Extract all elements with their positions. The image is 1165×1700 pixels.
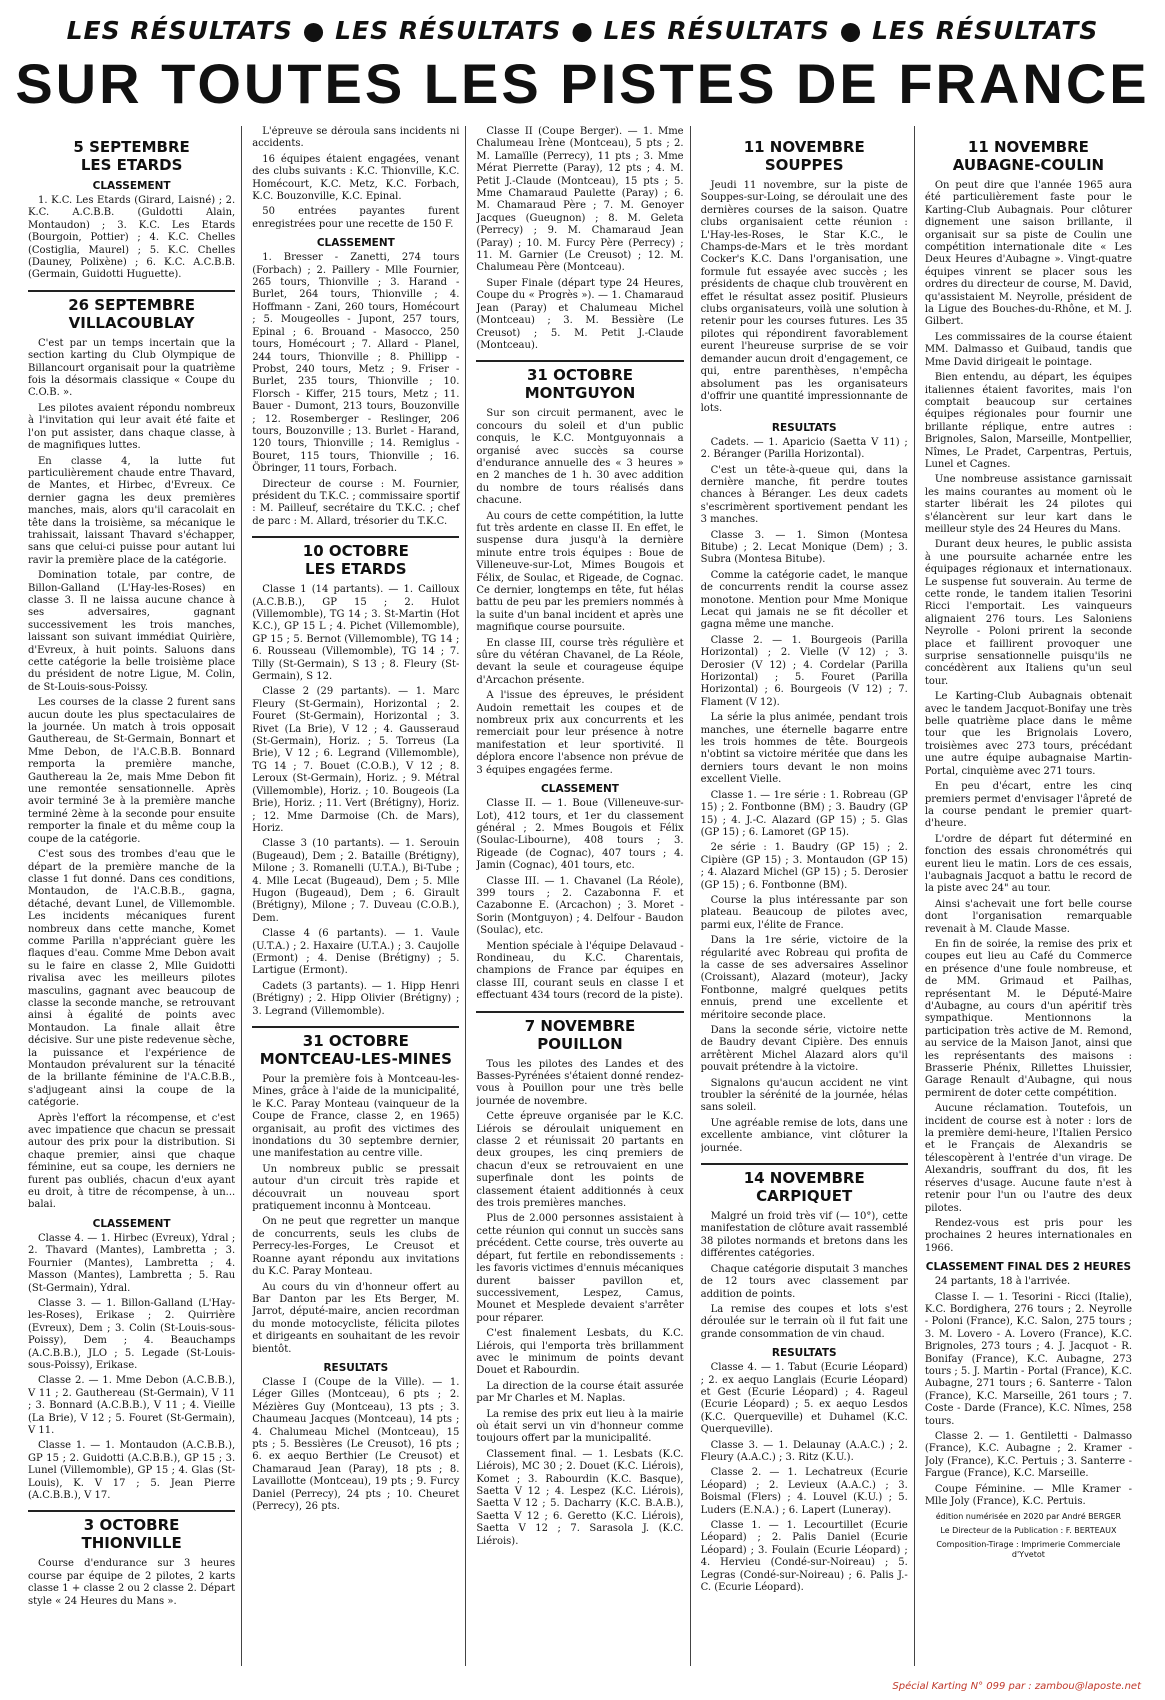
section-date: 26 SEPTEMBRE [68,295,195,314]
body-paragraph: Jeudi 11 novembre, sur la piste de Souppes-sur-Loing, se déroulait une des dernières courses de la saison. Quatre clubs organisaient cette réunion : L'Hay-les-Roses, le Star K.C., le Champs-de-Mars et le très mordant Cocker's K.C. Dans l'organisation, une formule fut essayée avec succès ; les présidents de chaque club trouvèrent en effet le résultat assez positif. Plusieurs clubs organisateurs, voilà une solution à retenir pour les courses futures. Les 35 pilotes qui répondirent favorablement eurent l'heureuse surprise de se voir demander aucun droit d'engagement, ce qui, entre parenthèses, n'empêcha absolument pas les organisateurs d'offrir une quantité impressionnante de lots. [700,180,908,415]
result-paragraph: Cadets (3 partants). — 1. Hipp Henri (Brétigny) ; 2. Hipp Olivier (Brétigny) ; 3. Legrand (Villemomble). [252,980,460,1017]
body-paragraph: On peut dire que l'année 1965 aura été particulièrement faste pour le Karting-Club Aubagnais. Pour clôturer dignement une saison brillante, il organisait sur sa piste de Coulin une compétition internationale dite « Les Deux Heures d'Aubagne ». Vingt-quatre équipes vinrent se placer sous les ordres du directeur de course, M. David, qu'assistaient M. Neyrolle, président de la Ligue des Bouches-du-Rhône, et M. J. Gilbert. [924,180,1133,328]
body-paragraph: 50 entrées payantes furent enregistrées pour une recette de 150 F. [252,206,460,230]
result-paragraph: 2e série : 1. Baudry (GP 15) ; 2. Cipière (GP 15) ; 3. Montaudon (GP 15) ; 4. Alazard Michel (GP 15) ; 5. Derosier (GP 15) ; 6. Fontbonne (BM). [700,842,908,891]
body-paragraph: Course d'endurance sur 3 heures course par équipe de 2 pilotes, 2 karts classe 1 + classe 2 ou 2 classe 2. Départ style « 24 Heures du Mans ». [28,1558,236,1607]
body-paragraph: Domination totale, par contre, de Billon-Galland (L'Hay-les-Roses) en classe 3. Il ne laissa aucune chance à ses adversaires, gagnant successivement les trois manches, laissant son suivant immédiat Quirière, d'Evreux, à huit points. Saluons dans cette catégorie la belle troisième place du président de notre Ligue, M. Colin, de St-Louis-sous-Poissy. [28,570,236,693]
body-paragraph: Le Karting-Club Aubagnais obtenait avec le tandem Jacquot-Bonifay une très belle quatrième place dans le même tour que les Brignolais Lovero, troisièmes avec 273 tours, précédant une autre équipe aubagnaise Martin-Portal, cinquième avec 271 tours. [924,691,1133,777]
body-paragraph: Tous les pilotes des Landes et des Basses-Pyrénées s'étaient donné rendez-vous à Pouillon pour une très belle journée de novembre. [476,1058,684,1107]
subheading: CLASSEMENT [92,1217,171,1230]
column-2 [252,126,466,1666]
body-paragraph: La remise des coupes et lots s'est déroulée sur le terrain où il fut fait une grande consommation de vin chaud. [700,1303,908,1340]
body-paragraph: Au cours du vin d'honneur offert au Bar Danton par les Ets Berger, M. Jarrot, député-maire, ancien recordman du monde motocycliste, félicita pilotes et dirigeants en souhaitant de les revoir bientôt. [252,1281,460,1355]
body-paragraph: L'ordre de départ fut déterminé en fonction des essais chronométrés qui eurent lieu le matin. Lors de ces essais, l'aubagnais Jacquot a battu le record de la piste avec 24" au tour. [924,833,1133,895]
section-date: 14 NOVEMBRE [743,1169,865,1188]
result-paragraph: Classe 1 (14 partants). — 1. Cailloux (A.C.B.B.), GP 15 ; 2. Hulot (Villemomble), TG 14 ; 3. St-Martin (Hot K.C.), GP 15 L ; 4. Pichet (Villemomble), GP 15 ; 5. Bernot (Villemomble), TG 14 ; 6. Rousseau (Villemomble), TG 14 ; 7. Tilly (St-Germain), S 13 ; 8. Fleury (St-Germain), S 12. [252,584,460,683]
section-heading [252,536,459,578]
section-heading [701,134,908,174]
result-paragraph: Classe 2 (29 partants). — 1. Marc Fleury (St-Germain), Horizontal ; 2. Fouret (St-Germain), Horizontal ; 3. Rivet (La Brie), V 12 ; 4. Gausseraud (St-Germain), Horiz. ; 5. Torreus (La Brie), V 12 ; 6. Legrand (Villemomble), TG 14 ; 7. Bouet (C.O.B.), V 12 ; 8. Leroux (St-Germain), Horiz. ; 9. Métral (Villemomble), Horiz. ; 10. Bougeois (La Brie), Horiz. ; 11. Vert (Brétigny), Horiz. ; 12. Mme Darmoise (Ch. de Mars), Horiz. [252,686,460,834]
result-paragraph: Classe 4. — 1. Tabut (Ecurie Léopard) ; 2. ex aequo Langlais (Ecurie Léopard) et Gest (Ecurie Léopard) ; 4. Rageul (Ecurie Léopard) ; 5. ex aequo Lesdos (K.C. Querqueville) et Duhamel (K.C. Querqueville). [700,1362,908,1436]
body-paragraph: La série la plus animée, pendant trois manches, une éternelle bagarre entre les trois hommes de tête. Bourgeois n'obtint sa victoire méritée que dans les derniers tours devant le non moins excellent Vielle. [700,712,908,786]
body-paragraph: En fin de soirée, la remise des prix et coupes eut lieu au Café du Commerce en présence d'une foule nombreuse, et de MM. Grimaud et Pailhas, représentant M. le Député-Maire d'Aubagne, au cours d'un apéritif très sympathique. Mentionnons la participation très active de M. Remond, au service de la Maison Janot, ainsi que les représentants des maisons : Brasserie Phénix, Rillettes Lhuissier, Garage Renault d'Aubagne, qui nous permirent de doter cette compétition. [924,938,1133,1099]
subheading: RESULTATS [323,1361,389,1374]
article-columns [28,126,1138,1666]
body-paragraph: 16 équipes étaient engagées, venant des clubs suivants : K.C. Thionville, K.C. Homécourt, K.C. Metz, K.C. Forbach, K.C. Bouzonville, K.C. Epinal. [252,153,460,203]
section-place: CARPIQUET [756,1187,853,1206]
body-paragraph: A l'issue des épreuves, le président Audoin remettait les coupes et de nombreux prix aux concurrents et les remerciait pour leur présence à notre manifestation et leur sportivité. Il déplora encore l'absence non prévue de 3 équipes engagées ferme. [476,690,684,776]
credit-line: Spécial Karting N° 099 par : zambou@laposte.net [892,1681,1141,1692]
section-place: MONTCEAU-LES-MINES [259,1050,452,1068]
body-paragraph: Mention spéciale à l'équipe Delavaud - Rondineau, du K.C. Charentais, champions de France par équipes en classe III, courant seuls en classe I et effectuant 434 tours (record de la piste). [476,940,684,1002]
result-paragraph: Classe 3. — 1. Delaunay (A.A.C.) ; 2. Fleury (A.A.C.) ; 3. Ritz (K.U.). [700,1439,908,1463]
section-place: LES ETARDS [305,560,407,579]
section-date: 10 OCTOBRE [302,542,409,561]
result-paragraph: 24 partants, 18 à l'arrivée. [934,1276,1071,1288]
result-paragraph: Classe 1. — 1. Montaudon (A.C.B.B.), GP 15 ; 2. Guidotti (A.C.B.B.), GP 15 ; 3. Lunel (Villemomble), GP 15 ; 4. Glas (St-Louis), K. V 17 ; 5. Jean Pierre (A.C.B.B.), V 17. [28,1440,236,1501]
section-date: 11 NOVEMBRE [743,138,865,156]
section-date: 31 OCTOBRE [302,1032,409,1050]
subheading: CLASSEMENT [316,237,395,250]
body-paragraph: Rendez-vous est pris pour les prochaines 2 heures internationales en 1966. [924,1217,1133,1254]
body-paragraph: En classe III, course très régulière et sûre du vétéran Chavanel, de La Réole, devant la seule et courageuse équipe d'Arcachon présente. [476,637,684,686]
body-paragraph: Comme la catégorie cadet, le manque de concurrents rendit la course assez monotone. Mention pour Mme Monique Lecat qui jamais ne se fit décoller et gagna même une manche. [700,569,908,631]
subheading: CLASSEMENT FINAL DES 2 HEURES [925,1261,1132,1274]
body-paragraph: C'est un tête-à-queue qui, dans la dernière manche, fit perdre toutes chances à Béranger. Les deux cadets s'escrimèrent sportivement pendant les 3 manches. [700,464,908,526]
result-paragraph: Classe 2. — 1. Lechatreux (Ecurie Léopard) ; 2. Levieux (A.A.C.) ; 3. Boismal (Flers) ; 4. Louvel (K.U.) ; 5. Luders (E.N.A.) ; 6. Lapert (Luneray). [700,1467,908,1516]
section-heading [28,134,235,174]
result-paragraph: Cadets. — 1. Aparicio (Saetta V 11) ; 2. Béranger (Parilla Horizontal). [700,436,908,461]
section-place: AUBAGNE-COULIN [952,156,1105,174]
section-place: THIONVILLE [81,1534,182,1553]
result-paragraph: Classe I (Coupe de la Ville). — 1. Léger Gilles (Montceau), 6 pts ; 2. Mézières Guy (Montceau), 13 pts ; 3. Chaumeau Jacques (Montceau), 14 pts ; 4. Chalumeau Michel (Montceau), 15 pts ; 5. Bessières (Le Creusot), 16 pts ; 6. ex aequo Berthier (Le Creusot) et Chamaraud Jean (Paray), 18 pts ; 8. Lavaillotte (Montceau), 19 pts ; 9. Furcy Daniel (Perrecy), 24 pts ; 10. Cheuret (Perrecy), 26 pts. [252,1376,460,1512]
body-paragraph: Malgré un froid très vif (— 10°), cette manifestation de clôture avait rassemblé 38 pilotes normands et bretons dans les différentes catégories. [700,1211,908,1260]
section-heading [701,1163,908,1205]
body-paragraph: Course la plus intéressante par son plateau. Beaucoup de pilotes avec, parmi eux, l'élite de France. [700,894,908,931]
body-paragraph: Plus de 2.000 personnes assistaient à cette réunion qui connut un succès sans précédent. Cette course, très ouverte au départ, fut fertile en rebondissements : les favoris victimes d'ennuis mécaniques durent baisser pavillon et, successivement, Lespez, Camus, Mounet et Mesplede devaient s'arrêter pour réparer. [476,1213,684,1324]
body-paragraph: La direction de la course était assurée par Mr Charles et M. Naplas. [476,1380,684,1405]
result-paragraph: Classe 1. — 1re série : 1. Robreau (GP 15) ; 2. Fontbonne (BM) ; 3. Baudry (GP 15) ; 4. J.-C. Alazard (GP 15) ; 5. Glas (GP 15) ; 6. Lamoret (GP 15). [700,789,908,838]
section-heading [28,1510,235,1552]
body-paragraph: Un nombreux public se pressait autour d'un circuit très rapide et découvrait un nouveau sport pratiquement inconnu à Montceau. [252,1163,460,1213]
body-paragraph: Signalons qu'aucun accident ne vint troubler la sérénité de la journée, hélas sans soleil. [700,1077,908,1114]
section-date: 3 OCTOBRE [83,1516,180,1535]
section-place: POUILLON [537,1034,623,1053]
section-heading [476,1011,683,1053]
body-paragraph: Pour la première fois à Montceau-les-Mines, grâce à l'aide de la municipalité, le K.C. Paray Monteau (vainqueur de la Coupe de France, classe 2, en 1965) organisait, au profit des victimes des inondations du 30 septembre dernier, une manifestation au centre ville. [252,1074,460,1160]
result-paragraph: Classe 3 (10 partants). — 1. Serouin (Bugeaud), Dem ; 2. Bataille (Brétigny), Milone ; 3. Romanelli (U.T.A.), Bi-Tube ; 4. Mlle Lecat (Bugeaud), Dem ; 5. Mlle Hugon (Bugeaud), Dem ; 6. Girault (Brétigny), Milone ; 7. Duveau (C.O.B.), Dem. [252,838,460,924]
section-heading [252,1026,459,1068]
result-paragraph: Classe 4 (6 partants). — 1. Vaule (U.T.A.) ; 2. Haxaire (U.T.A.) ; 3. Caujolle (Ermont) ; 4. Denise (Brétigny) ; 5. Lartigue (Ermont). [252,928,460,977]
body-paragraph: La remise des prix eut lieu à la mairie où était servi un vin d'honneur comme toujours offert par la municipalité. [476,1408,684,1445]
subheading: CLASSEMENT [541,783,619,796]
body-paragraph: Une agréable remise de lots, dans une excellente ambiance, vint clôturer la journée. [700,1117,908,1154]
result-paragraph: Coupe Féminine. — Mlle Kramer - Mlle Joly (France), K.C. Pertuis. [924,1483,1133,1508]
body-paragraph: Au cours de cette compétition, la lutte fut très ardente en classe II. En effet, le suspense dura jusqu'à la dernière minute entre trois équipes : Boue de Villeneuve-sur-Lot, Mimes Bougois et Félix, de Soulac, et Rigeade, de Cognac. Ce dernier, longtemps en tête, fut hélas battu de peu par les premiers nommés à la suite d'un banal incident et après une magnifique course poursuite. [476,510,684,634]
publication-director: Le Directeur de la Publication : F. BERTEAUX [940,1526,1117,1536]
subheading: RESULTATS [771,1347,837,1360]
result-paragraph: 1. Bresser - Zanetti, 274 tours (Forbach) ; 2. Paillery - Mlle Fournier, 265 tours, Thionville ; 3. Harand - Burlet, 264 tours, Thionville ; 4. Hoffmann - Zani, 260 tours, Homécourt ; 5. Mougeolles - Jupont, 257 tours, Epinal ; 6. Brouand - Masocco, 250 tours, Homécourt ; 7. Allard - Planel, 244 tours, Thionville ; 8. Phillipp - Probst, 240 tours, Metz ; 9. Friser - Burlet, 235 tours, Thionville ; 10. Florsch - Kiffer, 215 tours, Metz ; 11. Bauer - Dumont, 213 tours, Bouzonville ; 12. Rosemberger - Reslinger, 206 tours, Bouzonville ; 13. Burlet - Harand, 120 tours, Thionville ; 14. Remiglus - Bouret, 115 tours, Thionville ; 16. Öbringer, 11 tours, Forbach. [252,252,460,475]
column-1 [28,126,242,1666]
body-paragraph: C'est sous des trombes d'eau que le départ de la première manche de la classe 1 fut donné. Dans ces conditions, Montaudon, de l'A.C.B.B., gagna, détaché, devant Lunel, de Villemomble. Les incidents mécaniques furent nombreux dans cette manche, Komet comme Parilla n'appréciant guère les flaques d'eau. Comme Mme Debon avait su le faire en classe 2, Mlle Guidotti rivalisa avec les meilleurs pilotes masculins, gagnant avec beaucoup de classe la seconde manche, se retrouvant ainsi à égalité de points avec Montaudon. La finale allait être décisive. Sur une piste redevenue sèche, la puissance et l'expérience de Montaudon prévalurent sur la ténacité de la brillante féminine de l'A.C.B.B., s'adjugeant ainsi la coupe de la catégorie. [28,849,236,1109]
section-date: 11 NOVEMBRE [967,138,1089,156]
result-paragraph: Classe 3. — 1. Simon (Montesa Bitube) ; 2. Lecat Monique (Dem) ; 3. Subra (Montesa Bitube). [700,529,908,566]
body-paragraph: Une nombreuse assistance garnissait les mains courantes au moment où le starter libérait les 24 pilotes qui s'élancèrent sur leur kart dans le meilleur style des 24 Heures du Mans. [924,474,1133,535]
subheading: RESULTATS [771,421,837,434]
section-heading [28,290,235,332]
body-paragraph: Aucune réclamation. Toutefois, un incident de course est à noter : lors de la première demi-heure, l'Italien Persico et le Français de Alexandris se télescopèrent à l'entrée d'un virage. De Alexandris, souffrant du dos, fit les réserves d'usage. Aucune faute n'est à retenir pour l'un ou l'autre des deux pilotes. [924,1103,1133,1214]
section-date: 5 SEPTEMBRE [73,138,190,156]
section-place: VILLACOUBLAY [68,313,195,332]
body-paragraph: Les commissaires de la course étaient MM. Dalmasso et Guibaud, tandis que Mme David dirigeait le pointage. [924,331,1133,368]
result-paragraph: Super Finale (départ type 24 Heures, Coupe du « Progrès »). — 1. Chamaraud Jean (Paray) et Chalumeau Michel (Montceau) ; 3. M. Bessière (Le Creusot) ; 5. M. Petit J.-Claude (Montceau). [476,277,684,351]
subheading: CLASSEMENT [92,180,171,192]
body-paragraph: Ainsi s'achevait une fort belle course dont l'organisation remarquable revenait à M. Claude Masse. [924,898,1133,935]
body-paragraph: C'est finalement Lesbats, du K.C. Liérois, qui l'emporta très brillamment avec le minimum de points devant Douet et Rabourdin. [476,1328,684,1377]
section-date: 31 OCTOBRE [526,366,634,385]
section-date: 7 NOVEMBRE [524,1016,636,1035]
result-paragraph: Classe I. — 1. Tesorini - Ricci (Italie), K.C. Bordighera, 276 tours ; 2. Neyrolle - Poloni (France), K.C. Salon, 275 tours ; 3. M. Lovero - A. Lovero (France), K.C. Brignoles, 273 tours ; 4. J. Jacquot - R. Bonifay (France), K.C. Aubagne, 273 tours ; 5. J. Martin - Portal (France), K.C. Aubagne, 271 tours ; 6. Santerre - Talon (France), K.C. Marseille, 261 tours ; 7. Coste - Darde (France), K.C. Nîmes, 258 tours. [924,1291,1133,1427]
body-paragraph: Les pilotes avaient répondu nombreux à l'invitation qui leur avait été faite et l'on put assister, dans chaque classe, à de magnifiques luttes. [28,402,236,452]
kicker-banner: LES RÉSULTATS ● LES RÉSULTATS ● LES RÉSULTATS ● LES RÉSULTATS [66,16,1099,45]
result-paragraph: Classe 2. — 1. Bourgeois (Parilla Horizontal) ; 2. Vielle (V 12) ; 3. Derosier (V 12) ; 4. Cordelar (Parilla Horizontal) ; 5. Fouret (Parilla Horizontal) ; 6. Bourgeois (V 12) ; 7. Flament (V 12). [700,634,908,708]
body-paragraph: Dans la seconde série, victoire nette de Baudry devant Cipière. Des ennuis arrêtèrent Michel Alazard alors qu'il pouvait prétendre à la victoire. [700,1025,908,1074]
body-paragraph: Après l'effort la récompense, et c'est avec impatience que chacun se pressait autour des prix pour la distribution. Si chaque premier, ainsi que chaque féminine, eut sa coupe, les derniers ne furent pas oubliés, chacun d'eux ayant eu droit, à titre de récompense, à un... balai. [28,1112,236,1211]
result-paragraph: Classe 3. — 1. Billon-Galland (L'Hay-les-Roses), Erikase ; 2. Quirrière (Evreux), Dem ; 3. Colin (St-Louis-sous-Poissy), Dem ; 4. Beauchamps (A.C.B.B.), JLO ; 5. Legade (St-Louis-sous-Poissy), Erikase. [28,1297,236,1371]
body-paragraph: Durant deux heures, le public assista à une poursuite acharnée entre les équipages régionaux et internationaux. Le suspense fut souverain. Au terme de cette ronde, le tandem italien Tesorini Ricci l'emportait. Les vainqueurs alignaient 276 tours. Les Saloniens Neyrolle - Poloni prirent la seconde place et faillirent provoquer une surprise sensationnelle puisqu'ils ne concédèrent aux Italiens qu'un seul tour. [924,539,1133,687]
result-paragraph: Classe II. — 1. Boue (Villeneuve-sur-Lot), 412 tours, et 1er du classement général ; 2. Mmes Bougois et Félix (Soulac-Libourne), 408 tours ; 3. Rigeade (de Cognac), 407 tours ; 4. Jamin (Cognac), 401 tours, etc. [476,798,684,872]
result-paragraph: Classe 2. — 1. Mme Debon (A.C.B.B.), V 11 ; 2. Gauthereau (St-Germain), V 11 ; 3. Bonnard (A.C.B.B.), V 11 ; 4. Vieille (La Brie), V 12 ; 5. Fouret (St-Germain), V 11. [28,1375,236,1436]
body-paragraph: Bien entendu, au départ, les équipes italiennes étaient favorites, mais l'on comptait beaucoup sur certaines équipes régionales pour fournir une brillante réplique, entre autres : Brignoles, Salon, Marseille, Montpellier, Nîmes, Le Pradet, Carpentras, Pertuis, Lunel et Cagnes. [924,372,1133,470]
body-paragraph: Sur son circuit permanent, avec le concours du soleil et d'un public conquis, le K.C. Montguyonnais a organisé avec succès sa course d'endurance annuelle des « 3 heures » en 2 manches de 1 h. 30 avec addition du nombre de tours réalisés dans chacune. [476,408,684,507]
section-place: MONTGUYON [524,384,636,403]
result-paragraph: Directeur de course : M. Fournier, président du T.K.C. ; commissaire sportif : M. Pailleuf, secrétaire du T.K.C. ; chef de parc : M. Allard, trésorier du T.K.C. [252,478,460,527]
result-paragraph: Classe II (Coupe Berger). — 1. Mme Chalumeau Irène (Montceau), 5 pts ; 2. M. Lamaïlle (Perrecy), 11 pts ; 3. Mme Mérat Pierrette (Paray), 12 pts ; 4. M. Petit J.-Claude (Montceau), 15 pts ; 5. Mme Chamaraud Paulette (Paray) ; 6. M. Chamaraud Père ; 7. M. Genoyer Jacques (Gueugnon) ; 8. M. Geleta (Perrecy) ; 9. M. Chamaraud Jean (Paray) ; 10. M. Furcy Père (Perrecy) ; 11. M. Garnier (Le Creusot) ; 12. M. Chalumeau Père (Montceau). [476,126,684,274]
column-5 [925,126,1138,1666]
result-paragraph: Classe III. — 1. Chavanel (La Réole), 399 tours ; 2. Cazabonna F. et Cazabonne E. (Arcachon) ; 3. Moret - Sorin (Montguyon) ; 4. Delfour - Baudon (Soulac), etc. [476,875,684,937]
section-heading [925,134,1132,174]
body-paragraph: On ne peut que regretter un manque de concurrents, seuls les clubs de Perrecy-les-Forges, Le Creusot et Roanne ayant répondu aux invitations du K.C. Paray Monteau. [252,1216,460,1278]
body-paragraph: Les courses de la classe 2 furent sans aucun doute les plus spectaculaires de la journée. Un match à trois opposait Gauthereau, de St-Germain, Bonnart et Mme Debon, de l'A.C.B.B. Bonnard remporta la première manche, Gauthereau la 2e, mais Mme Debon fit une remontée sensationnelle. Après avoir terminé 3e à la première manche terminé 2ème à la seconde pour ensuite remporter la finale et du même coup la coupe de la catégorie. [28,697,236,845]
section-place: SOUPPES [764,156,844,174]
section-place: LES ETARDS [80,156,183,174]
body-paragraph: C'est par un temps incertain que la section karting du Club Olympique de Billancourt organisait pour la quatrième fois la désormais classique « Coupe du C.O.B. ». [28,337,236,399]
body-paragraph: Dans la 1re série, victoire de la régularité avec Robreau qui profita de la casse de ses adversaires Asselinor (Croissant), Alazard (moteur), Jacky Fontbonne, malgré quelques petits ennuis, prend une excellente et méritoire seconde place. [700,935,908,1021]
column-4 [701,126,915,1666]
body-paragraph: Cette épreuve organisée par le K.C. Liérois se déroulait uniquement en classe 2 et réunissait 20 partants en deux groupes, les cinq premiers de chacun d'eux se retrouvaient en une superfinale dont les points de classement étaient additionnés à ceux des trois premières manches. [476,1111,684,1210]
body-paragraph: En classe 4, la lutte fut particulièrement chaude entre Thavard, de Mantes, et Hirbec, d'Evreux. Ce dernier gagna les deux premières manches, mais, alors qu'il caracolait en tête dans la troisième, sa mécanique le trahissait, laissant Thavard s'échapper, sans que celui-ci puisse pour autant lui ravir la première place de la catégorie. [28,455,236,566]
section-heading [476,360,683,402]
printer-note: Composition-Tirage : Imprimerie Commerciale d'Yvetot [936,1540,1121,1560]
result-paragraph: Classe 1. — 1. Lecourtillet (Ecurie Léopard) ; 2. Palis Daniel (Ecurie Léopard) ; 3. Foulain (Ecurie Léopard) ; 4. Hervieu (Condé-sur-Noireau) ; 5. Legras (Condé-sur-Noireau) ; 6. Palis J.-C. (Ecurie Léopard). [700,1520,908,1594]
column-3 [476,126,690,1666]
result-paragraph: 1. K.C. Les Etards (Girard, Laisné) ; 2. K.C. A.C.B.B. (Guldotti Alain, Montaudon) ; 3. K.C. Les Etards (Bourgoin, Pottier) ; 4. K.C. Chelles (Costiglia, Maurel) ; 5. K.C. Chelles (Dauney, Polixène) ; 6. K.C. A.C.B.B. (Germain, Guidotti Huguette). [28,195,236,281]
result-paragraph: Classe 4. — 1. Hirbec (Evreux), Ydral ; 2. Thavard (Mantes), Lambretta ; 3. Fournier (Mantes), Lambretta ; 4. Masson (Mantes), Lambretta ; 5. Rau (St-Germain), Ydral. [28,1232,236,1294]
page-headline: SUR TOUTES LES PISTES DE FRANCE [15,52,1150,115]
edition-note: édition numérisée en 2020 par André BERGER [935,1512,1122,1522]
body-paragraph: Chaque catégorie disputait 3 manches de 12 tours avec classement par addition de points. [700,1263,908,1300]
body-paragraph: L'épreuve se déroula sans incidents ni accidents. [252,126,460,150]
result-paragraph: Classe 2. — 1. Gentiletti - Dalmasso (France), K.C. Aubagne ; 2. Kramer - Joly (France), K.C. Pertuis ; 3. Santerre - Fargue (France), K.C. Marseille. [924,1431,1133,1480]
result-paragraph: Classement final. — 1. Lesbats (K.C. Liérois), MC 30 ; 2. Douet (K.C. Liérois), Komet ; 3. Rabourdin (K.C. Basque), Saetta V 12 ; 4. Lespez (K.C. Liérois), Saetta V 12 ; 5. Dacharry (K.C. B.A.B.), Saetta V 12 ; 6. Geretto (K.C. Liérois), Saetta V 12 ; 7. Sarasola J. (K.C. Liérois). [476,1448,684,1547]
body-paragraph: En peu d'écart, entre les cinq premiers permet d'envisager l'âpreté de la course pendant le premier quart-d'heure. [924,781,1133,830]
